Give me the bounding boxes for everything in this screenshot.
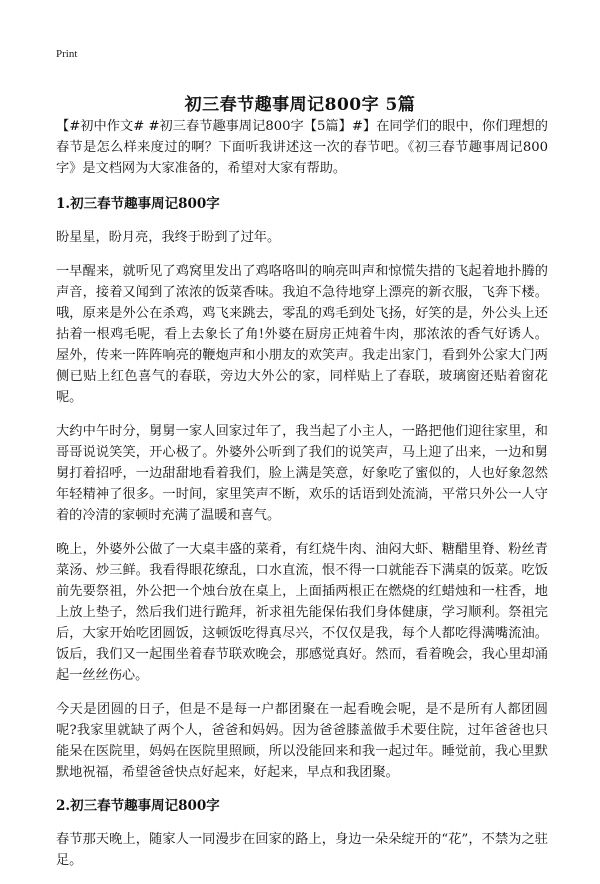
print-label[interactable]: Print bbox=[56, 48, 78, 60]
page-title: 初三春节趣事周记800字 5篇 bbox=[184, 95, 416, 116]
document-body bbox=[56, 116, 548, 884]
section-heading-1: 1.初三春节趣事周记800字 bbox=[56, 196, 220, 212]
section-1-paragraph-1: 盼星星，盼月亮，我终于盼到了过年。 bbox=[56, 230, 281, 245]
section-1-paragraph-3: 大约中午时分，舅舅一家人回家过年了，我当起了小主人，一路把他们迎往家里，和哥哥说说笑笑，开心极了。外婆外公听到了我们的说笑声，马上迎了出来，一边和舅舅打着招呼，一边甜甜地看着我们，脸上满是笑意，好象吃了蜜似的，人也好象忽然年轻精神了很多。一时间，家里笑声不断，欢乐的话语到处流淌，平常只外公一人守着的冷清的家顿时充满了温暖和喜气。 bbox=[56, 424, 548, 523]
section-2-paragraph-1: 春节那天晚上，随家人一同漫步在回家的路上，身边一朵朵绽开的“花”，不禁为之驻足。 bbox=[56, 832, 548, 868]
intro-paragraph: 【#初中作文# #初三春节趣事周记800字【5篇】#】在同学们的眼中，你们理想的春节是怎么样来度过的啊？下面听我讲述这一次的春节吧。《初三春节趣事周记800字》是文档网为大家准备的，希望对大家有帮助。 bbox=[56, 119, 548, 176]
section-1-paragraph-2: 一早醒来，就听见了鸡窝里发出了鸡咯咯叫的响亮叫声和惊慌失措的飞起着地扑腾的声音，接着又闻到了浓浓的饭菜香味。我迫不急待地穿上漂亮的新衣服，飞奔下楼。哦，原来是外公在杀鸡，鸡飞来跳去，零乱的鸡毛到处飞扬，好笑的是，外公头上还拈着一根鸡毛呢，看上去象长了角!外婆在厨房正炖着牛肉，那浓浓的香气好诱人。屋外，传来一阵阵响亮的鞭炮声和小朋友的欢笑声。我走出家门，看到外公家大门两侧已贴上红色喜气的春联，旁边大外公的家，同样贴上了春联，玻璃窗还贴着窗花呢。 bbox=[56, 264, 548, 405]
section-1-paragraph-5: 今天是团圆的日子，但是不是每一户都团聚在一起看晚会呢，是不是所有人都团圆呢?我家里就缺了两个人，爸爸和妈妈。因为爸爸膝盖做手术要住院，过年爸爸也只能呆在医院里，妈妈在医院里照顾，所以没能回来和我一起过年。睡觉前，我心里默默地祝福，希望爸爸快点好起来，好起来，早点和我团聚。 bbox=[56, 702, 548, 780]
section-heading-2: 2.初三春节趣事周记800字 bbox=[56, 798, 220, 814]
section-1-paragraph-4: 晚上，外婆外公做了一大桌丰盛的菜肴，有红烧牛肉、油闷大虾、糖醋里脊、粉丝青菜汤、炒三鲜。我看得眼花缭乱，口水直流，恨不得一口就能吞下满桌的饭菜。吃饭前先要祭祖，外公把一个烛台放在桌上，上面插两根正在燃烧的红蜡烛和一柱香，地上放上垫子，然后我们进行跪拜，祈求祖先能保佑我们身体健康，学习顺利。祭祖完后，大家开始吃团圆饭，这顿饭吃得真尽兴，不仅仅是我，每个人都吃得满嘴流油。饭后，我们又一起围坐着春节联欢晚会，那感觉真好。然而，看着晚会，我心里却涌起一丝丝伤心。 bbox=[56, 542, 548, 683]
